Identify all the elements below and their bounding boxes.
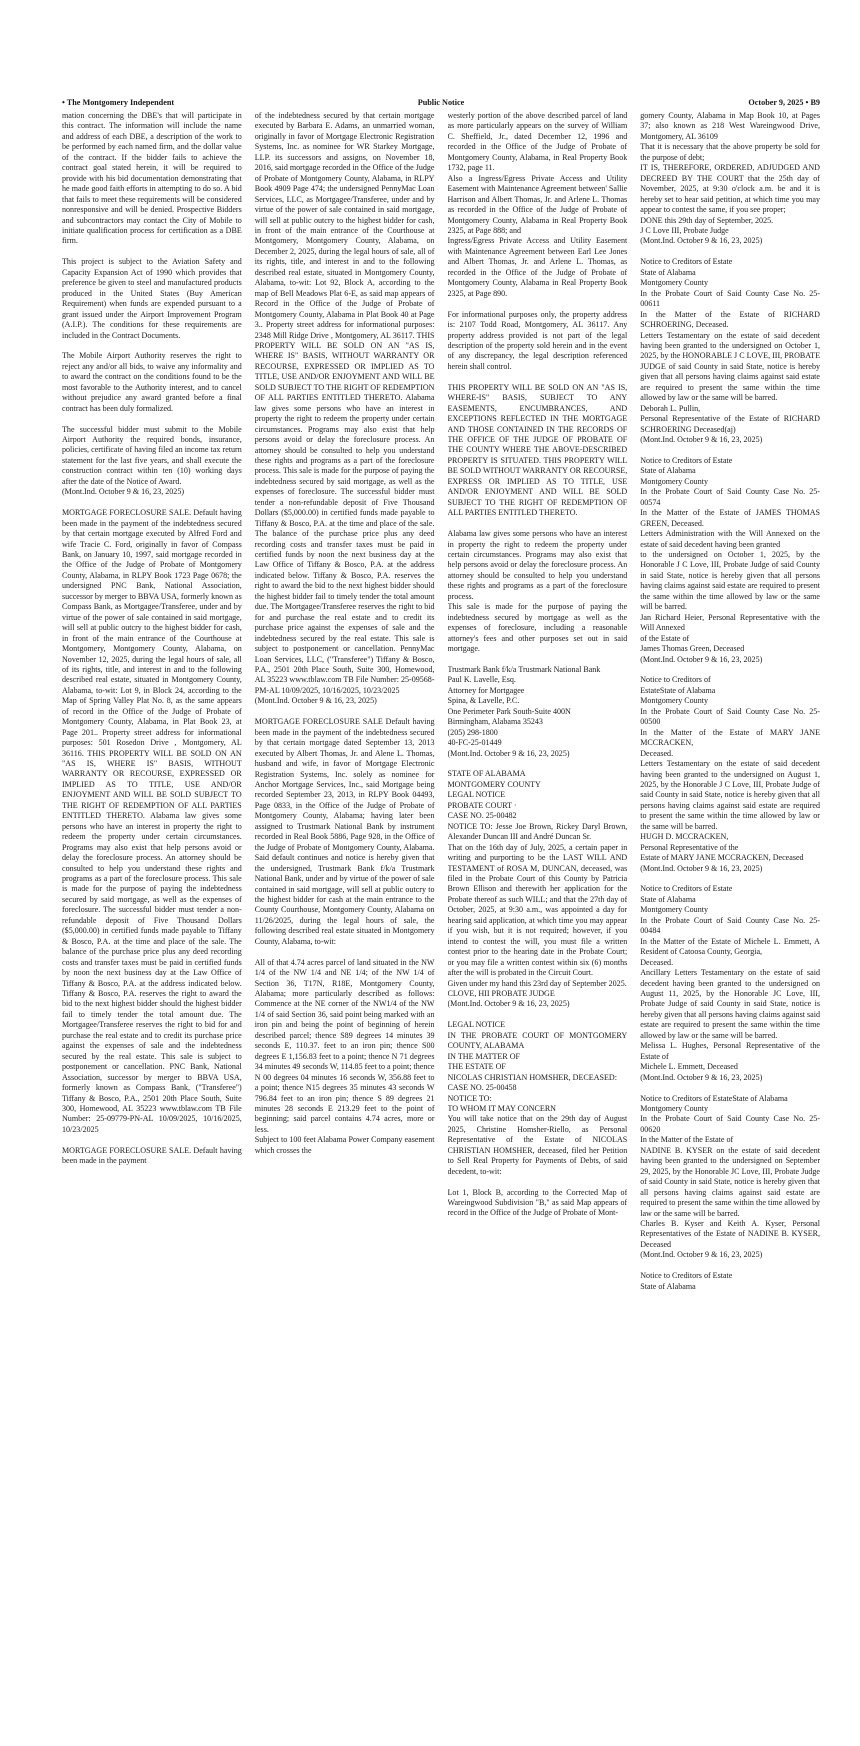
notice-paragraph: Lot 1, Block B, according to the Corrected Map of Wareingwood Subdivision "B," as said Map appears of record in the Office of the Judge of Probate of Mont-: [447, 1187, 628, 1218]
notice-paragraph: In the Matter of the Estate of RICHARD SCHROERING, Deceased.: [640, 309, 820, 330]
notice-paragraph: (205) 298-1800: [447, 727, 498, 737]
notice-paragraph: Melissa L. Hughes, Personal Representative of the Estate of: [640, 1041, 820, 1061]
notice-paragraph: MORTGAGE FORECLOSURE SALE Default having been made in the payment of the indebtedness secured by that certain mortgage dated September 13, 2013 executed by Albert Thomas, Jr. and Alene L. Thomas, husband and wife, in favor of Mortgage Electronic Registration Systems, Inc. solely as nominee for Anchor Mortgage Services, Inc., said Mortgage being recorded September 23, 2013, in RLPY Book 04493, Page 0833, in the Office of the Judge of Probate of Montgomery County, Alabama; having later been assigned to Trustmark National Bank by instrument recorded in Real Book 5886, Page 928, in the Office of the Judge of Probate of Montgomery County, Alabama. Said default continues and notice is hereby given that the undersigned, Trustmark Bank f/k/a Trustmark National Bank, under and by virtue of the power of sale contained in said mortgage, will sell at public outcry to the highest bidder for cash at the main entrance to the County Courthouse, Montgomery County, Alabama on 11/26/2025, during the legal hours of sale, the following described real estate situated in Montgomery County, Alabama, to-wit:: [254, 717, 435, 946]
notice-paragraph: Attorney for Mortgagee: [447, 685, 525, 695]
notice-paragraph: Letters Testamentary on the estate of said decedent having been granted to the undersigned on October 1, 2025, by the HONORABLE J C LOVE, III, PROBATE JUDGE of said County in said State, notice is hereby given that all persons having claims against said estate are required to present the same within the time allowed by law or the same will be barred.: [640, 330, 820, 403]
notice-paragraph: This project is subject to the Aviation Safety and Capacity Expansion Act of 1990 which provides that preference be given to steel and manufactured products produced in the United States (Buy American Requirement) when funds are expended pursuant to a grant issued under the Airport Improvement Program (A.I.P.). The conditions for these requirements are included in the Contract Documents.: [62, 257, 242, 340]
notice-paragraph: State of Alabama: [640, 1281, 696, 1291]
notice-paragraph: LEGAL NOTICE: [447, 1020, 506, 1030]
notice-paragraph: MORTGAGE FORECLOSURE SALE. Default having been made in the payment of the indebtedness secured by that certain mortgage executed by Alfred Ford and wife Tracie C. Ford, originally in favor of Compass Bank, on January 10, 1997, said mortgage recorded in the Office of the Judge of Probate of Montgomery County, Alabama, in RLPY Book 1723 Page 0678; the undersigned PNC Bank, National Association, successor by merger to BBVA USA, formerly known as Compass Bank, as Mortgagee/Transferee, under and by virtue of the power of sale contained in said mortgage, will sell at public outcry to the highest bidder for cash, in front of the main entrance of the Courthouse at Montgomery, Montgomery County, Alabama, on November 12, 2025, during the legal hours of sale, all of its rights, title, and interest in and to the following described real estate, situated in Montgomery County, Alabama, to-wit: Lot 9, in Block 24, according to the Map of Spring Valley Plat No. 8, as the same appears of record in the Office of the Judge of Probate of Montgomery County, Alabama, in Plat Book 23, at Page 201.. Property street address for informational purposes: 501 Rosedon Drive , Montgomery, AL 36116. THIS PROPERTY WILL BE SOLD ON AN "AS IS, WHERE IS" BASIS, WITHOUT WARRANTY OR RECOURSE, EXPRESSED OR IMPLIED AS TO TITLE, USE AND/OR ENJOYMENT AND WILL BE SOLD SUBJECT TO THE RIGHT OF REDEMPTION OF ALL PARTIES ENTITLED THERETO. Alabama law gives some persons who have an interest in property the right to redeem the property under certain circumstances. Programs may also exist that help persons avoid or delay the foreclosure process. An attorney should be consulted to help you understand these rights and programs as a part of the foreclosure process. This sale is made for the purpose of paying the indebtedness secured by said mortgage, as well as the expenses of foreclosure. The successful bidder must tender a non-refundable deposit of Five Thousand Dollars ($5,000.00) in certified funds made payable to Tiffany & Bosco, P.A. at the time and place of the sale. The balance of the purchase price plus any deed recording costs and transfer taxes must be paid in certified funds by noon the next business day at the Law Office of Tiffany & Bosco, P.A. at the address indicated below. Tiffany & Bosco, P.A. reserves the right to award the bid to the next highest bidder should the highest bidder fail to timely tender the total amount due. The Mortgagee/Transferee reserves the right to bid for and purchase the real estate and to credit its purchase price against the expenses of sale and the indebtedness secured by the real estate. This sale is subject to postponement or cancellation. PNC Bank, National Association, successor by merger to BBVA USA, formerly known as Compass Bank, ("Transferee") Tiffany & Bosco, P.A., 2501 20th Place South, Suite 300, Homewood, AL 35223 www.tblaw.com TB File Number: 25-09779-PN-AL 10/09/2025, 10/16/2025, 10/23/2025: [62, 508, 242, 1134]
notice-paragraph: James Thomas Green, Deceased: [640, 644, 745, 654]
notice-paragraph: (Mont.Ind. October 9 & 16, 23, 2025): [447, 748, 570, 758]
paragraph-gap: [640, 1261, 820, 1271]
notice-paragraph: Notice to Creditors of Estate: [640, 884, 733, 894]
notice-paragraph: LEGAL NOTICE: [447, 790, 506, 800]
notice-paragraph: THE ESTATE OF: [447, 1062, 506, 1072]
notice-paragraph: Montgomery County: [640, 278, 708, 288]
notice-paragraph: EstateState of Alabama: [640, 685, 716, 695]
column-1: [62, 111, 242, 1736]
paragraph-gap: [640, 1083, 820, 1093]
notice-columns: [62, 111, 820, 1736]
notice-paragraph: Deceased.: [640, 748, 674, 758]
notice-paragraph: (Mont.Ind. October 9 & 16, 23, 2025): [254, 696, 377, 706]
paragraph-gap: [640, 445, 820, 455]
notice-paragraph: Deborah L. Pullin,: [640, 403, 701, 413]
notice-paragraph: NOTICE TO: Jesse Joe Brown, Rickey Daryl Brown, Alexander Duncan III and André Duncan Sr.: [447, 821, 628, 842]
notice-paragraph: Notice to Creditors of Estate: [640, 257, 733, 267]
masthead: [62, 98, 820, 110]
paragraph-gap: [62, 498, 242, 508]
notice-paragraph: All of that 4.74 acres parcel of land situated in the NW 1/4 of the NW 1/4 and NE 1/4; of the NW 1/4 of Section 36, T17N, R18E, Montgomery County, Alabama; more particularly described as follows: Commence at the NE corner of the NW1/4 of the NW 1/4 of said Section 36, said point being marked with an iron pin and being the point of beginning of herein described parcel; thence S89 degrees 14 minutes 39 seconds E, 110.37. feet to an iron pin; thence S00 degrees E 1,156.83 feet to a point; thence N 71 degrees 34 minutes 49 seconds W, 114.85 feet to a point; thence N 00 degrees 04 minutes 16 seconds W, 356.88 feet to a point; thence N15 degrees 35 minutes 43 seconds W 796.84 feet to an iron pin; thence S 89 degrees 21 minutes 28 seconds E 213.29 feet to the point of beginning; said parcel contains 4.74 acres, more or less.: [254, 957, 435, 1134]
notice-paragraph: Also a Ingress/Egress Private Access and Utility Easement with Maintenance Agreement between' Sallie Harrison and Albert Thomas, Jr. and Arlene L. Thomas as recorded in the Office of the Judge of Probate of Montgomery County, Alabama in Real Property Book 2325, at Page 888; and: [447, 173, 628, 235]
notice-paragraph: westerly portion of the above described parcel of land as more particularly appears on the survey of William C. Sheffield, Jr., dated December 12, 1996 and recorded in the Office of the Judge of Probate of Montgomery County, Alabama, in Real Property Book 1732, page 11.: [447, 111, 628, 173]
notice-paragraph: In the Probate Court of Said County Case No. 25-00620: [640, 1114, 820, 1134]
notice-paragraph: (Mont.Ind. October 9 & 16, 23, 2025): [640, 435, 763, 445]
notice-paragraph: State of Alabama: [640, 466, 696, 476]
notice-paragraph: THIS PROPERTY WILL BE SOLD ON AN "AS IS, WHERE-IS" BASIS, SUBJECT TO ANY EASEMENTS, ENCUMBRANCES, AND EXCEPTIONS REFLECTED IN THE MORTGAGE AND THOSE CONTAINED IN THE RECORDS OF THE OFFICE OF THE JUDGE OF PROBATE OF THE COUNTY WHERE THE ABOVE-DESCRIBED PROPERTY IS SITUATED. THIS PROPERTY WILL BE SOLD WITHOUT WARRANTY OR RECOURSE, EXPRESS OR IMPLIED AS TO TITLE, USE AND/OR ENJOYMENT AND WILL BE SOLD SUBJECT TO THE RIGHT OF REDEMPTION OF ALL PARTIES ENTITLED THERETO.: [447, 382, 628, 518]
notice-paragraph: 40-FC-25-01449: [447, 738, 502, 748]
notice-paragraph: Personal Representative of the: [640, 842, 739, 852]
section-title: Public Notice: [417, 98, 465, 107]
notice-paragraph: PROBATE COURT ·: [447, 800, 517, 810]
paragraph-gap: [640, 247, 820, 257]
notice-paragraph: Montgomery County: [640, 696, 708, 706]
notice-paragraph: MORTGAGE FORECLOSURE SALE. Default having been made in the payment: [62, 1145, 242, 1166]
notice-paragraph: Deceased.: [640, 957, 674, 967]
notice-paragraph: Subject to 100 feet Alabama Power Company easement which crosses the: [254, 1135, 435, 1155]
notice-paragraph: Notice to Creditors of Estate: [640, 1271, 733, 1281]
notice-paragraph: Michele L. Emmett, Deceased: [640, 1062, 738, 1072]
notice-paragraph: Ancillary Letters Testamentary on the estate of said decedent having been granted to the undersigned on August 11, 2025, by the Honorable JC Love, III, Probate Judge of said County in said State, notice is hereby given that all persons having claims against said estate are required to present the same within the time allowed by law or the same will be barred.: [640, 968, 820, 1040]
notice-paragraph: The Mobile Airport Authority reserves the right to reject any and/or all bids, to waive any informality and to award the contract on the conditions found to be the most favorable to the Authority interest, and to cancel without prejudice any award granted before a final contract has been duly formalized.: [62, 351, 242, 413]
notice-paragraph: In the Matter of the Estate of Michele L. Emmett, A Resident of Catoosa County, Georgia,: [640, 936, 820, 957]
notice-paragraph: Montgomery County: [640, 905, 708, 915]
paragraph-gap: [448, 759, 628, 769]
notice-paragraph: In the Matter of the Estate of JAMES THOMAS GREEN, Deceased.: [640, 508, 820, 528]
notice-paragraph: IT IS, THEREFORE, ORDERED, ADJUDGED AND DECREED BY THE COURT that the 25th day of November, 2025, at 9:30 o'clock a.m. be and it is hereby set to hear said petition, at which time you may appear to contest the same, if you see proper;: [640, 163, 820, 215]
notice-paragraph: of the indebtedness secured by that certain mortgage executed by Barbara E. Adams, an unmarried woman, originally in favor of Mortgage Electronic Registration Systems, Inc. as nominee for WR Starkey Mortgage, LLP. its successors and assigns, on November 18, 2016, said mortgage recorded in the Office of the Judge of Probate of Montgomery County, Alabama, in RLPY Book 4909 Page 474; the undersigned PennyMac Loan Services, LLC, as Mortgagee/Transferee, under and by virtue of the power of sale contained in said mortgage, will sell at public outcry to the highest bidder for cash, in front of the main entrance of the Courthouse at Montgomery, Montgomery County, Alabama, on December 2, 2025, during the legal hours of sale, all of its rights, title, and interest in and to the following described real estate, situated in Montgomery County, Alabama, to-wit: Lot 92, Block A, according to the map of Bell Meadows Plat 6-E, as said map appears of Record in the Office of the Judge of Probate of Montgomery County, Alabama in Plat Book 40 at Page 3.. Property street address for informational purposes: 2348 Mill Ridge Drive , Montgomery, AL 36117. THIS PROPERTY WILL BE SOLD ON AN "AS IS, WHERE IS" BASIS, WITHOUT WARRANTY OR RECOURSE, EXPRESSED OR IMPLIED AS TO TITLE, USE AND/OR ENJOYMENT AND WILL BE SOLD SUBJECT TO THE RIGHT OF REDEMPTION OF ALL PARTIES ENTITLED THERETO. Alabama law gives some persons who have an interest in property the right to redeem the property under certain circumstances. Programs may also exist that help persons avoid or delay the foreclosure process. An attorney should be consulted to help you understand these rights and programs as a part of the foreclosure process. This sale is made for the purpose of paying the indebtedness secured by said mortgage, as well as the expenses of foreclosure. The successful bidder must tender a non-refundable deposit of Five Thousand Dollars ($5,000.00) in certified funds made payable to Tiffany & Bosco, P.A. at the time and place of the sale. The balance of the purchase price plus any deed recording costs and transfer taxes must be paid in certified funds by noon the next business day at the Law Office of Tiffany & Bosco, P.A. at the address indicated below. Tiffany & Bosco, P.A. reserves the right to award the bid to the next highest bidder should the highest bidder fail to timely tender the total amount due. The Mortgagee/Transferee reserves the right to bid for and purchase the real estate and to credit its purchase price against the expenses of sale and the indebtedness secured by the real estate. This sale is subject to postponement or cancellation. PennyMac Loan Services, LLC, ("Transferee") Tiffany & Bosco, P.A., 2501 20th Place South, Suite 300, Homewood, AL 35223 www.tblaw.com TB File Number: 25-09568-PM-AL 10/09/2025, 10/16/2025, 10/23/2025: [254, 111, 435, 695]
notice-paragraph: In the Probate Court of Said County Case No. 25-00574: [640, 487, 820, 507]
notice-paragraph: (Mont.Ind. October 9 & 16, 23, 2025): [640, 863, 763, 873]
notice-paragraph: Given under my hand this 23rd day of September 2025.: [447, 978, 627, 988]
notice-paragraph: You will take notice that on the 29th day of August 2025, Christine Homsher-Riello, as Personal Representative of the Estate of NICOLAS CHRISTIAN HOMSHER, deceased, filed her Petition to Sell Real Property for Payments of Debts, of said decedent, to-wit:: [447, 1114, 628, 1176]
paragraph-gap: [62, 1135, 242, 1145]
notice-paragraph: Personal Representative of the Estate of RICHARD SCHROERING Deceased(aj): [640, 414, 820, 434]
notice-paragraph: State of Alabama: [640, 267, 696, 277]
issue-date-page: October 9, 2025 • B9: [748, 98, 820, 107]
notice-paragraph: of the Estate of: [640, 633, 690, 643]
notice-paragraph: Estate of MARY JANE MCCRACKEN, Deceased: [640, 853, 804, 863]
notice-paragraph: (Mont.Ind. October 9 & 16, 23, 2025): [640, 236, 763, 246]
notice-paragraph: NICOLAS CHRISTIAN HOMSHER, DECEASED:: [447, 1072, 617, 1082]
notice-paragraph: Montgomery County: [640, 1103, 708, 1113]
paragraph-gap: [62, 247, 242, 257]
notice-paragraph: State of Alabama: [640, 894, 696, 904]
notice-paragraph: DONE this 29th day of September, 2025.: [640, 215, 774, 225]
notice-paragraph: MONTGOMERY COUNTY: [447, 779, 541, 789]
notice-paragraph: TO WHOM IT MAY CONCERN: [447, 1103, 556, 1113]
paragraph-gap: [255, 707, 435, 717]
notice-paragraph: gomery County, Alabama in Map Book 10, at Pages 37; also known as 218 West Wareingwood Drive, Montgomery, AL 36109: [640, 111, 820, 141]
notice-paragraph: Paul K. Lavelle, Esq.: [447, 675, 516, 685]
notice-paragraph: This sale is made for the purpose of paying the indebtedness secured by mortgage as well as the expenses of foreclosure, including a reasonable attorney's fees and other purposes set out in said mortgage.: [447, 602, 628, 654]
notice-paragraph: In the Probate Court of Said County Case No. 25-00500: [640, 706, 820, 727]
paragraph-gap: [448, 1010, 628, 1020]
notice-paragraph: NOTICE TO:: [447, 1093, 492, 1103]
notice-paragraph: The successful bidder must submit to the Mobile Airport Authority the required bonds, insurance, policies, certificate of having filed an income tax return statement for the last five years, and shall execute the construction contract within ten (10) working days after the date of the Notice of Award.: [62, 424, 242, 486]
paragraph-gap: [448, 372, 628, 382]
notice-paragraph: IN THE PROBATE COURT OF MONTGOMERY COUNTY, ALABAMA: [447, 1030, 628, 1051]
publication-name: • The Montgomery Independent: [62, 98, 175, 107]
notice-paragraph: (Mont.Ind. October 9 & 16, 23, 2025): [640, 654, 763, 664]
paragraph-gap: [640, 665, 820, 675]
notice-paragraph: Alabama law gives some persons who have an interest in property the right to redeem the property under certain circumstances. Programs may also exist that help persons avoid or delay the foreclosure process. An attorney should be consulted to help you understand these rights and programs as a part of the foreclosure process.: [447, 529, 628, 601]
notice-paragraph: IN THE MATTER OF: [447, 1051, 520, 1061]
notice-paragraph: One Perimeter Park South-Suite 400N: [447, 706, 571, 716]
notice-paragraph: In the Matter of the Estate of: [640, 1135, 734, 1145]
notice-paragraph: Letters Administration with the Will Annexed on the estate of said decedent having been granted: [640, 529, 820, 549]
notice-paragraph: HUGH D. MCCRACKEN,: [640, 832, 729, 842]
column-4: [640, 111, 820, 1736]
notice-paragraph: mation concerning the DBE's that will participate in this contract. The information will include the name and address of each DBE, a description of the work to be performed by each named firm, and the dollar value of the contract. If the bidder fails to achieve the contract goal stated herein, it will be required to provide with his bid documentation demonstrating that he made good faith efforts in attempting to do so. A bid that fails to meet these requirements will be considered nonresponsive and will be denied. Prospective Bidders and subcontractors may contact the City of Mobile to initiate qualification process for certification as a DBE firm.: [62, 111, 242, 246]
paragraph-gap: [448, 299, 628, 309]
notice-paragraph: In the Probate Court of Said County Case No. 25-00484: [640, 915, 820, 936]
notice-paragraph: Trustmark Bank f/k/a Trustmark National Bank: [447, 664, 601, 674]
notice-paragraph: Notice to Creditors of: [640, 675, 711, 685]
paragraph-gap: [448, 519, 628, 529]
notice-paragraph: STATE OF ALABAMA: [447, 769, 526, 779]
notice-paragraph: CASE NO. 25-00458: [447, 1083, 517, 1093]
notice-paragraph: CASE NO. 25-00482: [447, 811, 517, 821]
notice-paragraph: Spina, & Lavelle, P.C.: [447, 696, 520, 706]
notice-paragraph: NADINE B. KYSER on the estate of said decedent having been granted to the undersigned on September 29, 2025, by the Honorable JC Love, III, Probate Judge of said County in said State, notice is hereby given that all persons having claims against said estate are required to present the same within the time allowed by law or the same will be barred.: [640, 1145, 820, 1218]
notice-paragraph: to the undersigned on October 1, 2025, by the Honorable J C Love, III, Probate Judge of said County in said State, notice is hereby given that all persons having claims against said estate are required to present the same within the time allowed by law or the same will be barred.: [640, 550, 820, 612]
notice-paragraph: Letters Testamentary on the estate of said decedent having been granted to the undersigned on August 1, 2025, by the Honorable J C Love, III, Probate Judge of said County in said State, notice is hereby given that all persons having claims against said estate are required to present the same within the time allowed by law or the same will be barred.: [640, 759, 820, 831]
notice-paragraph: That on the 16th day of July, 2025, a certain paper in writing and purporting to be the LAST WILL AND TESTAMENT of ROSA M, DUNCAN, deceased, was filed in the Probate Court of this County by Patricia Brown Ellison and therewith her application for the Probate thereof as such WILL; and that the 27th day of October, 2025, at 9:30 a.m., was appointed a day for hearing said application, at which time you may appear if you wish, but it is not required; however, if you intend to contest the will, you must file a written contest prior to the hearing date in the Probate Court; or you may file a written contest within six (6) months after the will is probated in the Circuit Court.: [447, 842, 628, 978]
notice-paragraph: Charles B. Kyser and Keith A. Kyser, Personal Representatives of the Estate of NADINE B. KYSER, Deceased: [640, 1218, 820, 1249]
notice-paragraph: (Mont.Ind. October 9 & 16, 23, 2025): [640, 1250, 763, 1260]
notice-paragraph: Birmingham, Alabama 35243: [447, 717, 543, 727]
paragraph-gap: [255, 947, 435, 957]
column-3: [448, 111, 628, 1736]
notice-paragraph: (Mont.Ind. October 9 & 16, 23, 2025): [447, 999, 570, 1009]
paragraph-gap: [640, 874, 820, 884]
paragraph-gap: [62, 341, 242, 351]
notice-paragraph: (Mont.Ind. October 9 & 16, 23, 2025): [62, 487, 185, 497]
paragraph-gap: [62, 414, 242, 424]
notice-paragraph: Notice to Creditors of Estate: [640, 455, 733, 465]
notice-paragraph: Ingress/Egress Private Access and Utility Easement with Maintenance Agreement between Earl Lee Jones and Albert Thomas, Jr. and Arlene L. Thomas, as recorded in the Office of the Judge of Probate of Montgomery County, Alabama in Real Property Book 2325, at Page 890.: [447, 236, 628, 298]
notice-paragraph: CLOVE, HII PROBATE JUDGE: [447, 988, 555, 998]
column-2: [255, 111, 435, 1736]
notice-paragraph: J C Love III, Probate Judge: [640, 225, 729, 235]
notice-paragraph: In the Probate Court of Said County Case No. 25-00611: [640, 288, 820, 309]
notice-paragraph: That it is necessary that the above property be sold for the purpose of debt;: [640, 142, 820, 162]
notice-paragraph: For informational purposes only, the property address is: 2107 Todd Road, Montgomery, AL 36117. Any property address provided is not part of the legal description of the property sold herein and in the event of any discrepancy, the legal description referenced herein shall control.: [447, 309, 628, 371]
notice-paragraph: In the Matter of the Estate of MARY JANE MCCRACKEN,: [640, 727, 820, 748]
notice-paragraph: (Mont.Ind. October 9 & 16, 23, 2025): [640, 1072, 763, 1082]
notice-paragraph: Montgomery County: [640, 476, 708, 486]
notice-paragraph: Jan Richard Heier, Personal Representative with the Will Annexed: [640, 612, 820, 633]
paragraph-gap: [448, 1177, 628, 1187]
notice-paragraph: Notice to Creditors of EstateState of Alabama: [640, 1093, 788, 1103]
paragraph-gap: [448, 655, 628, 665]
